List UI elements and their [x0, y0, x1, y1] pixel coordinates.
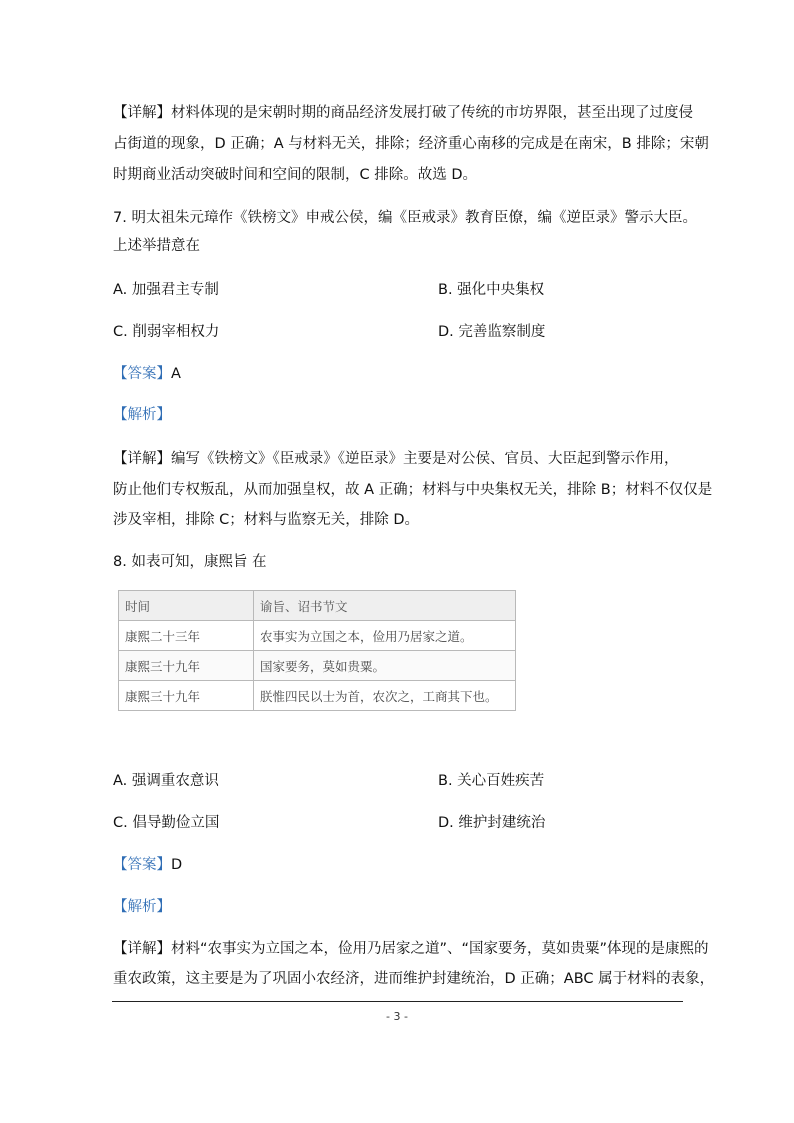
q8-stem: 8. 如表可知，康熙旨 在: [113, 554, 267, 570]
q7-option-a: A. 加强君主专制: [113, 282, 219, 298]
q7-option-b: B. 强化中央集权: [438, 282, 545, 298]
answer-value: A: [171, 366, 181, 382]
q8-answer: [113, 855, 182, 875]
q6-detail-line-1: [113, 103, 693, 123]
q7-analysis-tag: 【解析】: [113, 407, 171, 423]
table-cell-text: 朕惟四民以士为首，农次之，工商其下也。: [254, 681, 516, 711]
table-header-row: [119, 591, 516, 621]
q8-option-b: B. 关心百姓疾苦: [438, 773, 545, 789]
q8-detail-line-1: [113, 939, 709, 959]
table-header-text: 谕旨、诏书节文: [254, 591, 516, 621]
q7-option-c: C. 削弱宰相权力: [113, 324, 220, 340]
q8-option-c: C. 倡导勤俭立国: [113, 815, 220, 831]
q8-option-d: D. 维护封建统治: [438, 815, 546, 831]
table-cell-time: 康熙二十三年: [119, 621, 254, 651]
q7-option-d: D. 完善监察制度: [438, 324, 546, 340]
table-cell-text: 农事实为立国之本，俭用乃居家之道。: [254, 621, 516, 651]
table-cell-time: 康熙三十九年: [119, 681, 254, 711]
table-header-time: 时间: [119, 591, 254, 621]
q8-detail-text: 材料“农事实为立国之本，俭用乃居家之道”、“国家要务，莫如贵粟”体现的是康熙的: [171, 941, 709, 957]
table-cell-text: 国家要务，莫如贵粟。: [254, 651, 516, 681]
table-cell-time: 康熙三十九年: [119, 651, 254, 681]
table-row: [119, 651, 516, 681]
q6-detail-text: 材料体现的是宋朝时期的商品经济发展打破了传统的市坊界限，甚至出现了过度侵: [171, 105, 693, 121]
page-number: - 3 -: [386, 1010, 408, 1023]
q6-detail-line-3: 时期商业活动突破时间和空间的限制，C 排除。故选 D。: [113, 167, 478, 183]
q7-answer: [113, 364, 181, 384]
q7-detail-line-1: [113, 449, 679, 469]
answer-tag: 【答案】: [113, 366, 171, 382]
table-row: [119, 621, 516, 651]
detail-tag: 【详解】: [113, 941, 171, 957]
q7-stem-line-1: 7. 明太祖朱元璋作《铁榜文》申戒公侯，编《臣戒录》教育臣僚，编《逆臣录》警示大臣。: [113, 210, 697, 226]
q7-detail-line-2: 防止他们专权叛乱，从而加强皇权，故 A 正确；材料与中央集权无关，排除 B；材料不仅仅是: [113, 482, 713, 498]
q6-detail-line-2: 占街道的现象，D 正确；A 与材料无关，排除；经济重心南移的完成是在南宋，B 排除；宋朝: [113, 136, 709, 152]
detail-tag: 【详解】: [113, 451, 171, 467]
q7-stem-line-2: 上述举措意在: [113, 238, 200, 254]
q8-option-a: A. 强调重农意识: [113, 773, 219, 789]
kangxi-edict-table: [118, 590, 516, 711]
q8-analysis-tag: 【解析】: [113, 899, 171, 915]
q7-detail-line-3: 涉及宰相，排除 C；材料与监察无关，排除 D。: [113, 512, 420, 528]
footer-divider: [112, 1001, 683, 1002]
answer-tag: 【答案】: [113, 857, 171, 873]
table-row: [119, 681, 516, 711]
q8-detail-line-2: 重农政策，这主要是为了巩固小农经济，进而维护封建统治，D 正确；ABC 属于材料的表象，: [113, 971, 715, 987]
detail-tag: 【详解】: [113, 105, 171, 121]
q7-detail-text: 编写《铁榜文》《臣戒录》《逆臣录》主要是对公侯、官员、大臣起到警示作用，: [171, 451, 679, 467]
answer-value: D: [171, 857, 183, 873]
